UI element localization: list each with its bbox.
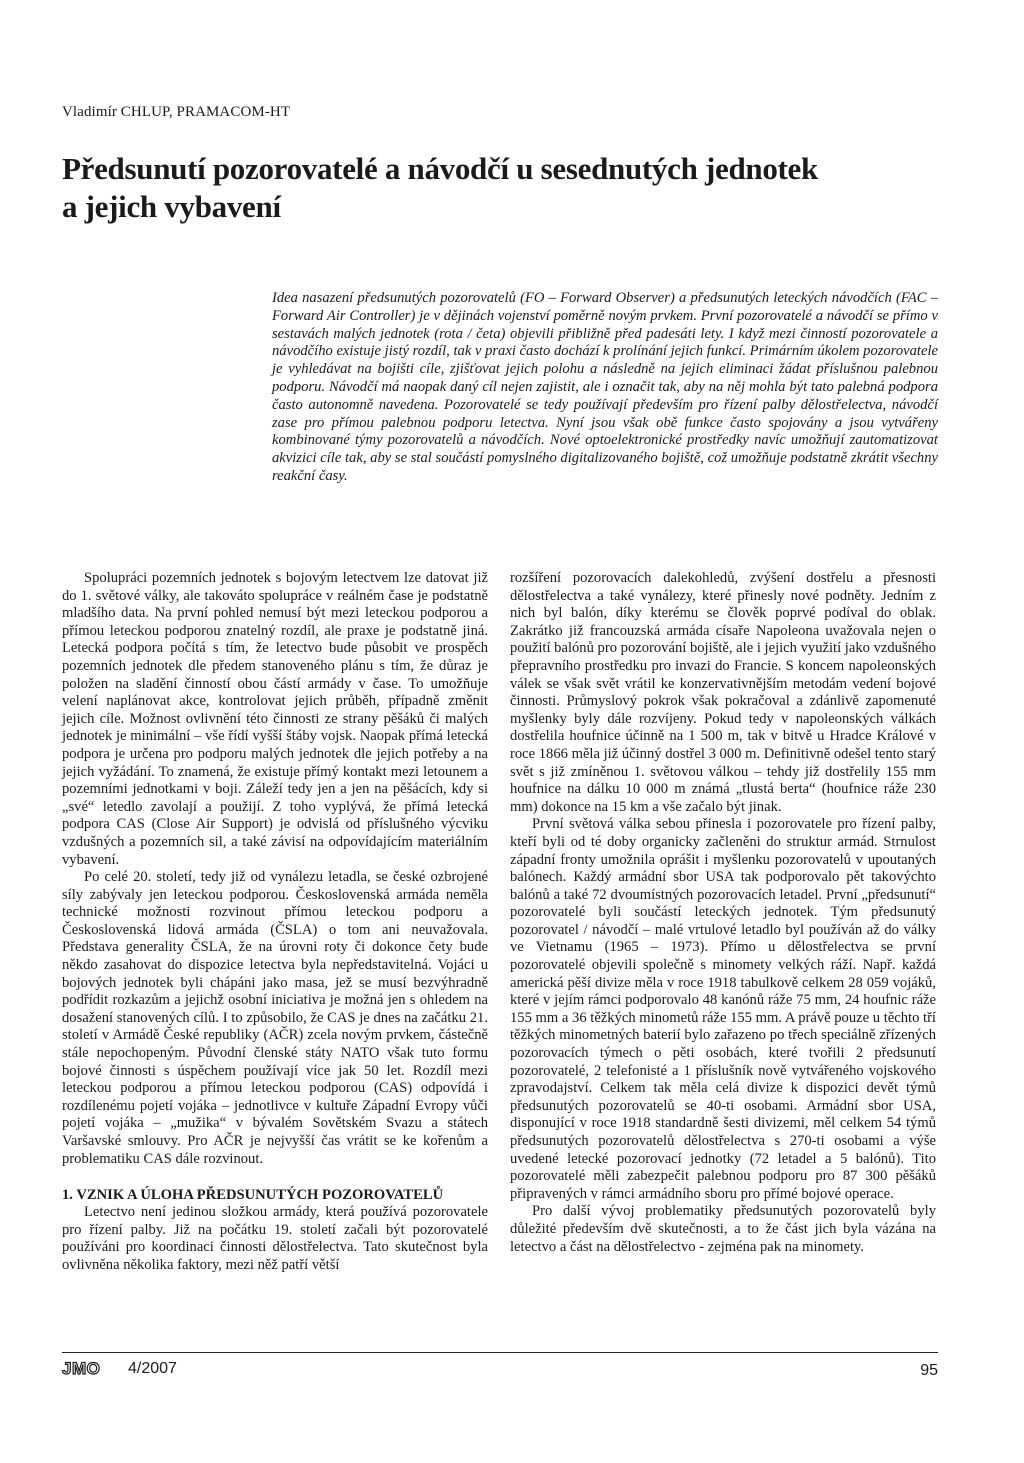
paragraph: Spolupráci pozemních jednotek s bojovým letectvem lze datovat již do 1. světové války, ale takováto spolupráce v reálném čase je podstatně mladšího data. Na první pohled nemusí být mezi leteckou podporou a přímou leteckou podporou znatelný rozdíl, ale praxe je podstatně jiná. Letecká podpora počítá s tím, že letectvo bude působit ve prospěch pozemních jednotek dle předem stanoveného plánu s tím, že důraz je položen na sladění činností obou částí armády v čase. To umožňuje velení naplánovat akce, kontrolovat jejich průběh, případně změnit jejich cíle. Možnost ovlivnění této činnosti ze strany pěšáků či malých jednotek je minimální – vše řídí vyšší štáby vojsk. Naopak přímá letecká podpora je určena pro podporu malých jednotek dle jejich potřeby a na jejich vyžádání. To znamená, že existuje přímý kontakt mezi letounem a pozemními jednotkami v boji. Záleží tedy jen a jen na pěšácích, kdy si „své“ letedlo zavolají a použijí. Z toho vyplývá, že přímá letecká podpora CAS (Close Air Support) je odvislá od příslušného výcviku vzdušných a pozemních sil, a také závisí na odpovídajícím materiálním vybavení. [62,570,488,868]
paragraph: První světová válka sebou přinesla i pozorovatele pro řízení palby, kteří byli od té doby organicky začleněni do struktur armád. Strnulost západní fronty umožnila oprášit i myšlenku pozorovatelů v upoutaných balónech. Každý armádní sbor USA tak podporovalo pět takovýchto balónů a také 72 dvoumístných pozorovacích letadel. První „předsunutí“ pozorovatelé byli součástí leteckých jednotek. Tým předsunutý pozorovatel / návodčí – malé vrtulové letadlo byl používán až do války ve Vietnamu (1965 – 1973). Přímo u dělostřelectva se první pozorovatelé objevili společně s minomety velkých ráží. Např. každá americká pěší divize měla v roce 1918 tabulkově celkem 28 059 vojáků, které v jejím rámci podporovalo 48 kanónů ráže 75 mm, 24 houfnic ráže 155 mm a 36 těžkých minometů ráže 155 mm. A právě pouze u těchto tří těžkých minometných baterií bylo zařazeno po třech speciálně zřízených pozorovacích týmech o pěti osobách, které tvořili 2 předsunutí pozorovatelé, 2 telefonisté a 1 příslušník nově vytvářeného vojskového zpravodajství. Celkem tak měla celá divize k dispozici devět týmů předsunutých pozorovatelů se 40-ti osobami. Armádní sbor USA, disponující v roce 1918 standardně šesti divizemi, měl celkem 54 týmů předsunutých pozorovatelů dělostřelectva s 270-ti osobami a výše uvedené letecké pozorovací jednotky (72 letadel a 5 balónů). Tito pozorovatelé měli zabezpečit palebnou podporu pro 87 300 pěšáků připravených v rámci armádního sboru pro přímé bojové operace. [510,816,936,1202]
issue-number: 4/2007 [128,1360,177,1377]
author-line: Vladimír CHLUP, PRAMACOM-HT [62,104,291,120]
title-line-2: a jejich vybavení [62,189,281,224]
abstract: Idea nasazení předsunutých pozorovatelů (FO – Forward Observer) a předsunutých leteckých návodčích (FAC – Forward Air Controller) je v dějinách vojenství poměrně novým prvkem. První pozorovatelé a návodčí se přímo v sestavách malých jednotek (rota / četa) objevili přibližně před padesáti lety. I když mezi činností pozorovatele a návodčího existuje jistý rozdíl, tak v praxi často dochází k prolínání jejich funkcí. Primárním úkolem pozorovatele je vyhledávat na bojišti cíle, zjišťovat jejich polohu a následně na jejich eliminaci žádat příslušnou palebnou podporu. Návodčí má naopak daný cíl nejen zajistit, ale i označit tak, aby na něj mohla být tato palebná podpora často autonomně navedena. Pozorovatelé se tedy používají především pro řízení palby dělostřelectva, návodčí zase pro přímou palebnou podporu letectva. Nyní jsou však obě funkce často spojovány a jsou vytvářeny kombinované týmy pozorovatelů a návodčích. Nové optoelektronické prostředky navíc umožňují zautomatizovat akvizici cíle tak, aby se stal součástí pomyslného digitalizovaného bojiště, což umožňuje podstatně zkrátit všechny reakční časy. [272,290,938,484]
page-number: 95 [920,1362,938,1379]
section-heading: 1. VZNIK A ÚLOHA PŘEDSUNUTÝCH POZOROVATELŮ [62,1187,444,1204]
right-column [510,570,936,1256]
journal-logo: JMO [62,1359,101,1378]
title-line-1: Předsunutí pozorovatelé a návodčí u sesednutých jednotek [62,151,818,186]
paragraph: Letectvo není jedinou složkou armády, která používá pozorovatele pro řízení palby. Již na počátku 19. století začali být pozorovatelé používáni pro koordinaci činnosti dělostřelectva. Tato skutečnost byla ovlivněna několika faktory, mezi něž patří větší [62,1204,488,1273]
paragraph: Po celé 20. století, tedy již od vynálezu letadla, se české ozbrojené síly zabývaly jen leteckou podporou. Československá armáda neměla technické možnosti rozvinout přímou leteckou podporu a Československá lidová armáda (ČSLA) o tom ani neuvažovala. Představa generality ČSLA, že na úrovni roty či dokonce čety bude někdo zasahovat do dispozice letectva byla nepředstavitelná. Vojáci u bojových jednotek byli chápáni jako masa, jež se musí bezvýhradně podřídit rozkazům a jejichž osobní iniciativa je možná jen s ohledem na dosažení stanovených cílů. I to způsobilo, že CAS je dnes na začátku 21. století v Armádě České republiky (AČR) zcela novým prvkem, částečně stále nepochopeným. Původní členské státy NATO však tuto formu bojové činnosti s úspěchem používají více jak 50 let. Rozdíl mezi leteckou podporou a přímou leteckou podporou (CAS) odpovídá i rozdílenému pojetí vojáka – jednotlivce v kultuře Západní Evropy vůči pojetí vojáka – „mužika“ v bývalém Sovětském Svazu a státech Varšavské smlouvy. Pro AČR je nejvyšší čas vrátit se ke kořenům a problematiku CAS dále rozvinout. [62,869,488,1167]
article-title [62,150,942,226]
footer-divider [62,1352,938,1353]
paragraph: Pro další vývoj problematiky předsunutých pozorovatelů byly důležité především dvě skutečnosti, a to že část jich byla vázána na letectvo a část na dělostřelectvo - zejména pak na minomety. [510,1203,936,1255]
left-column [62,570,488,1275]
paragraph: rozšíření pozorovacích dalekohledů, zvýšení dostřelu a přesnosti dělostřelectva a také vynálezy, které přinesly nové podněty. Jedním z nich byl balón, díky kterému se člověk poprvé podíval do oblak. Zakrátko již francouzská armáda císaře Napoleona uvažovala nejen o použití balónů pro pozorování bojiště, ale i jejich využití jako vzdušného přepravního prostředku pro invazi do Francie. S koncem napoleonských válek se však svět vrátil ke konzervativnějším metodám vedení bojové činnosti. Průmyslový pokrok však pokračoval a zdánlivě zapomenuté myšlenky byly dále rozvíjeny. Pokud tedy v napoleonských válkách dostřelila houfnice účinně na 1 500 m, tak v bitvě u Hradce Králové v roce 1866 měla již účinný dostřel 3 000 m. Definitivně odešel tento starý svět s již zmíněnou 1. světovou válkou – tehdy již dostřelily 155 mm houfnice na dálku 10 000 m známá „tlustá berta“ (houfnice ráže 230 mm) dokonce na 15 km a vše začalo být jinak. [510,570,936,815]
